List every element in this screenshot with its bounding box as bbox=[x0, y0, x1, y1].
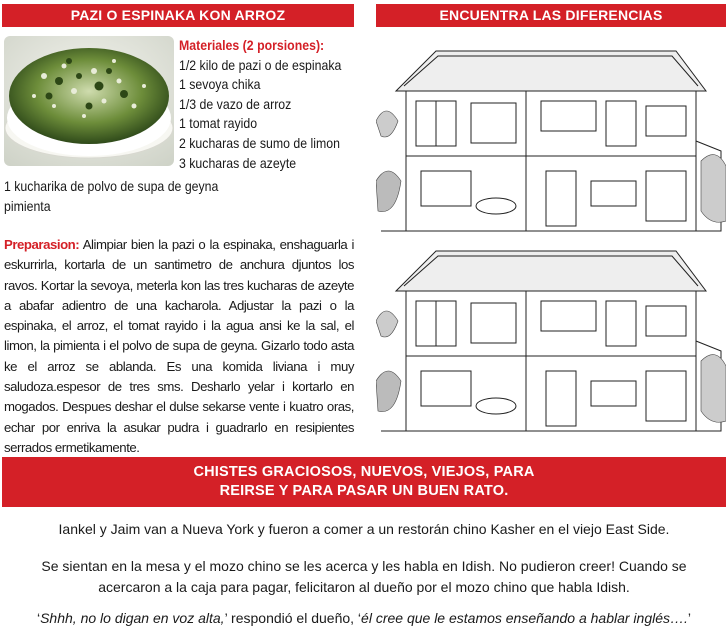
materials-title: Materiales (2 porsiones): bbox=[179, 37, 325, 53]
jokes-title-banner bbox=[2, 457, 726, 507]
preparation-text: Alimpiar bien la pazi o la espinaka, enshaguarla i eskurrirla, kortarla de un santimetro de anchura djuntos los ravos. Kortar la sevoya, meterla kon las tres kucharas de azeyte a abafar adientro de una kacharola. Adjustar la pazi o la espinaka, el arroz, el tomat rayido i la agua ansi ke la sal, el limon, la pimienta i el polvo de supa de geyna. Gizarlo todo asta ke el arroz se ablanda. Es una komida liviana i muy saludoza.espesor de tres sms. Desharlo yelar i kortarlo en mogados. Despues deshar el dulse sekarse vente i kuatro oras, echar por enriva la asukar pudra i guadrarlo en resipientes serrados ermetikamente. bbox=[4, 237, 354, 455]
spinach-rice-photo bbox=[4, 36, 174, 166]
ingredient-item: 1/3 de vazo de arroz bbox=[179, 95, 292, 112]
ingredient-item: 3 kucharas de azeyte bbox=[179, 154, 297, 171]
joke-paragraph-2: Se sientan en la mesa y el mozo chino se les acerca y les habla en Idish. No pudieron creer! Cuando se acercaron a la caja para pagar, felicitaron al dueño por el mozo chino que habla Idish. bbox=[41, 558, 687, 595]
preparation-paragraph bbox=[4, 235, 354, 458]
ingredient-item: 1 tomat rayido bbox=[179, 115, 258, 132]
joke-paragraph-1: Iankel y Jaim van a Nueva York y fueron a comer a un restorán chino Kasher en el viejo East Side. bbox=[58, 521, 670, 537]
preparation-label: Preparasion: bbox=[4, 237, 80, 252]
quote-mark: ’ bbox=[687, 610, 692, 626]
house-drawing-top bbox=[376, 31, 726, 239]
extra-ingredients bbox=[4, 176, 248, 216]
ingredient-item: 1/2 kilo de pazi o de espinaka bbox=[179, 56, 342, 73]
ingredient-item: 2 kucharas de sumo de limon bbox=[179, 134, 340, 151]
recipe-title-banner bbox=[2, 4, 354, 27]
house-drawing-bottom bbox=[376, 231, 726, 439]
house-illustration-top bbox=[376, 31, 726, 239]
quote-attribution: ’ respondió el dueño, ‘ bbox=[224, 610, 362, 626]
jokes-title-line2: REIRSE Y PARA PASAR UN BUEN RATO. bbox=[219, 483, 509, 499]
quote-part-2: él cree que le estamos enseñando a hablar inglés…. bbox=[361, 610, 688, 626]
ingredient-item: pimienta bbox=[4, 198, 51, 214]
ingredient-item: 1 sevoya chika bbox=[179, 76, 261, 93]
ingredient-item: 1 kucharika de polvo de supa de geyna bbox=[4, 178, 219, 194]
recipe-title: PAZI O ESPINAKA KON ARROZ bbox=[70, 7, 286, 23]
ingredients-list bbox=[179, 36, 363, 173]
house-illustration-bottom bbox=[376, 231, 726, 439]
jokes-title-line1: CHISTES GRACIOSOS, NUEVOS, VIEJOS, PARA bbox=[193, 464, 535, 480]
joke-punchline bbox=[0, 608, 728, 629]
spinach-rice-illustration bbox=[4, 36, 174, 166]
quote-mark: ‘ bbox=[36, 610, 41, 626]
spot-difference-banner bbox=[376, 4, 726, 27]
quote-part-1: Shhh, no lo digan en voz alta, bbox=[40, 610, 225, 626]
spot-difference-title: ENCUENTRA LAS DIFERENCIAS bbox=[439, 7, 663, 23]
